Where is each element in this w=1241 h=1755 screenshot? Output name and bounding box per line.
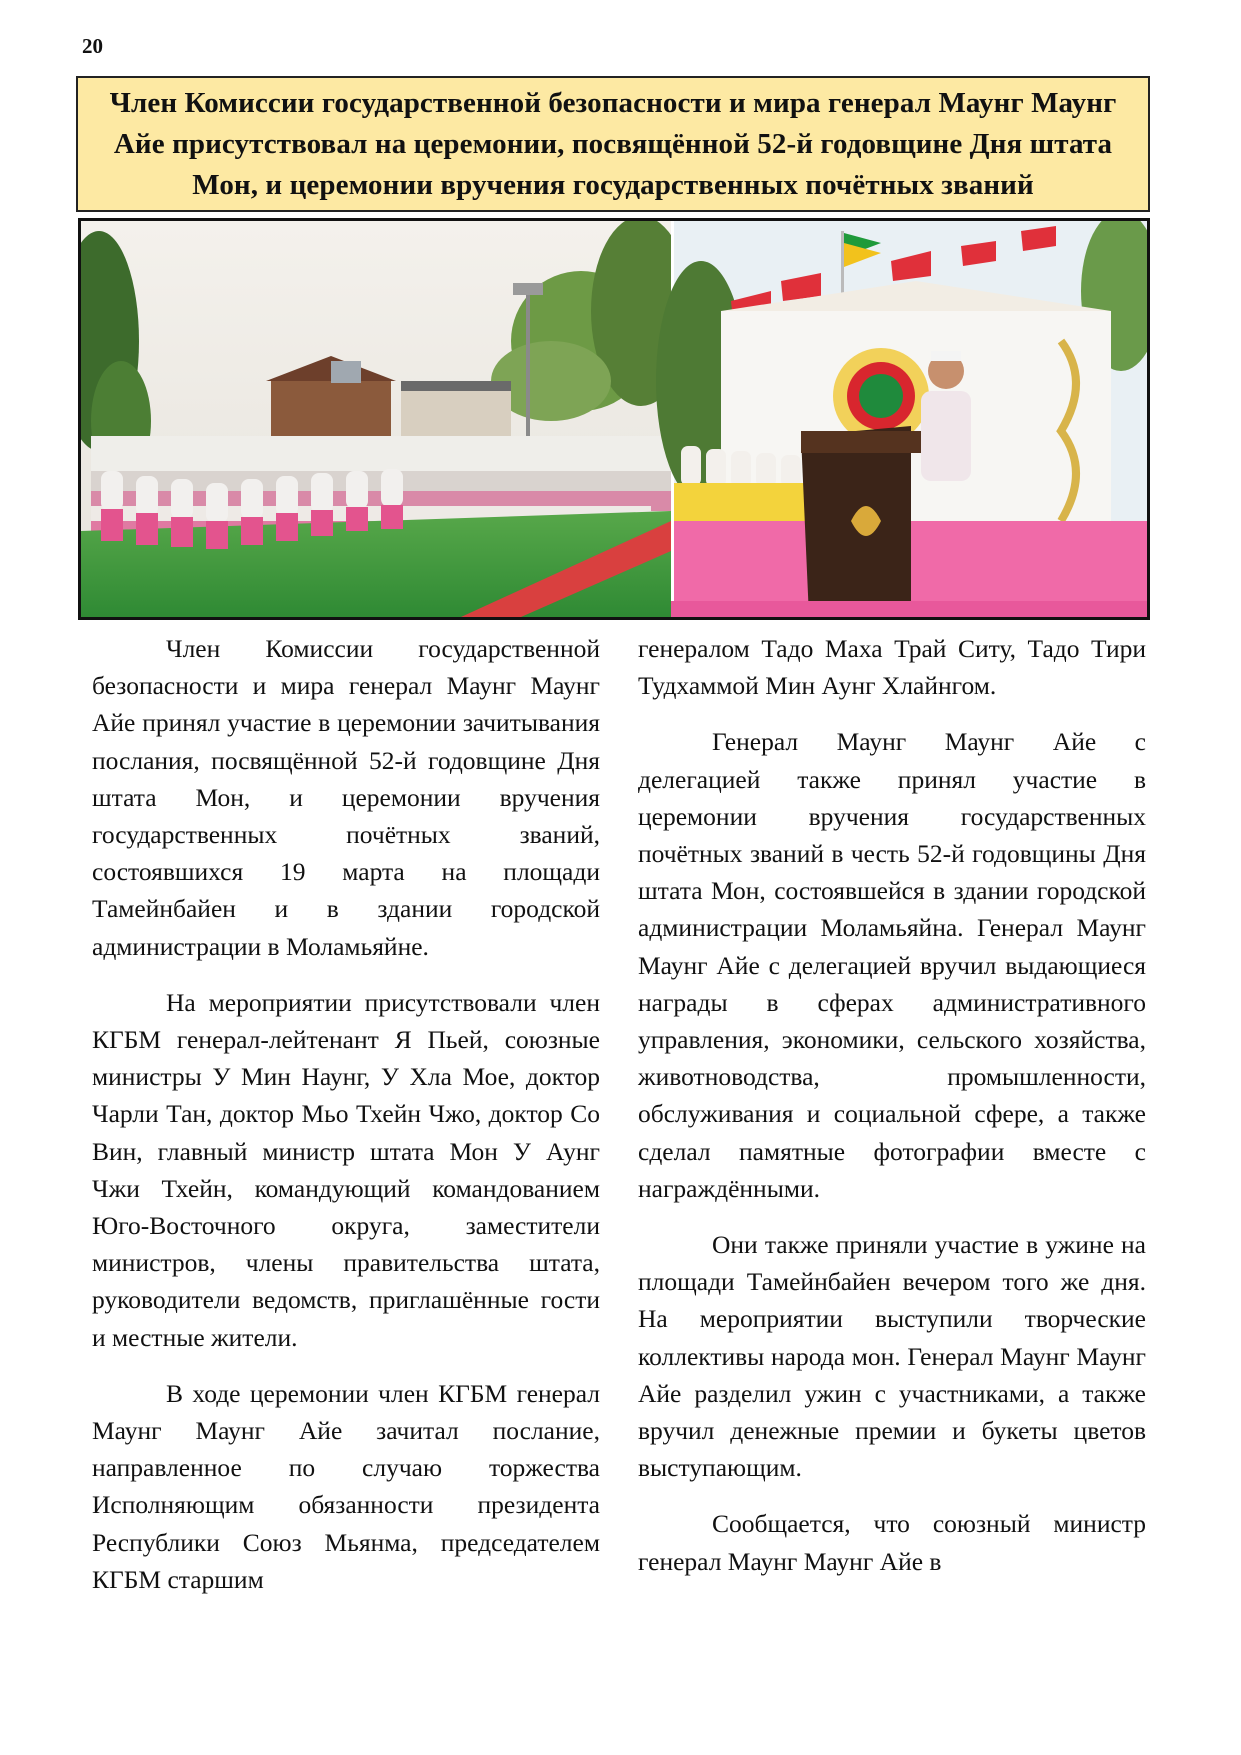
paragraph-3: В ходе церемонии член КГБМ генерал Маунг Маунг Айе зачитал послание, направленное по случаю торжества Исполняющим обязанности президента Республики Союз Мьянма, председателем КГБМ старшим — [92, 1378, 600, 1594]
paragraph-2: На мероприятии присутствовали член КГБМ генерал-лейтенант Я Пьей, союзные министры У Мин Наунг, У Хла Мое, доктор Чарли Тан, доктор Мьо Тхейн Чжо, доктор Со Вин, главный министр штата Мон У Аунг Чжи Тхейн, командующий командованием Юго-Восточного округа, заместители министров, члены правительства штата, руководители ведомств, приглашённые гости и местные жители. — [92, 987, 600, 1352]
photo-frame — [78, 218, 1150, 620]
speaker-podium-photo — [656, 221, 1147, 617]
paragraph-6: Сообщается, что союзный министр генерал Маунг Маунг Айе в — [638, 1509, 1146, 1576]
paragraph-4: Генерал Маунг Маунг Айе с делегацией также принял участие в церемонии вручения государственных почётных званий в честь 52-й годовщины Дня штата Мон, состоявшейся в здании городской администрации Моламьяйна. Генерал Маунг Маунг Айе с делегацией вручил выдающиеся награды в сферах административного управления, экономики, сельского хозяйства, животноводства, промышленности, обслуживания и социальной сфере, а также сделал памятные фотографии вместе с награждёнными. — [638, 727, 1146, 1203]
paragraph-1: Член Комиссии государственной безопасности и мира генерал Маунг Маунг Айе принял участие в церемонии зачитывания послания, посвящённой 52-й годовщине Дня штата Мон, и церемонии вручения государственных почётных званий, состоявшихся 19 марта на площади Тамейнбайен и в здании городской администрации в Моламьяйне. — [92, 634, 600, 961]
right-column — [638, 630, 1146, 1599]
article-title: Член Комиссии государственной безопасности и мира генерал Маунг Маунг Айе присутствовал на церемонии, посвящённой 52-й годовщине Дня штата Мон, и церемонии вручения государственных почётных званий — [109, 86, 1117, 201]
ceremony-crowd-photo — [81, 221, 691, 617]
paragraph-5: Они также приняли участие в ужине на площади Тамейнбайен вечером того же дня. На мероприятии выступили творческие коллективы народа мон. Генерал Маунг Маунг Айе разделил ужин с участниками, а также вручил денежные премии и букеты цветов выступающим. — [638, 1230, 1146, 1483]
left-column — [92, 630, 600, 1617]
page-number: 20 — [82, 34, 103, 58]
title-box — [76, 76, 1150, 212]
paragraph-3-continued: генералом Тадо Маха Трай Ситу, Тадо Тири Тудхаммой Мин Аунг Хлайнгом. — [638, 634, 1146, 701]
